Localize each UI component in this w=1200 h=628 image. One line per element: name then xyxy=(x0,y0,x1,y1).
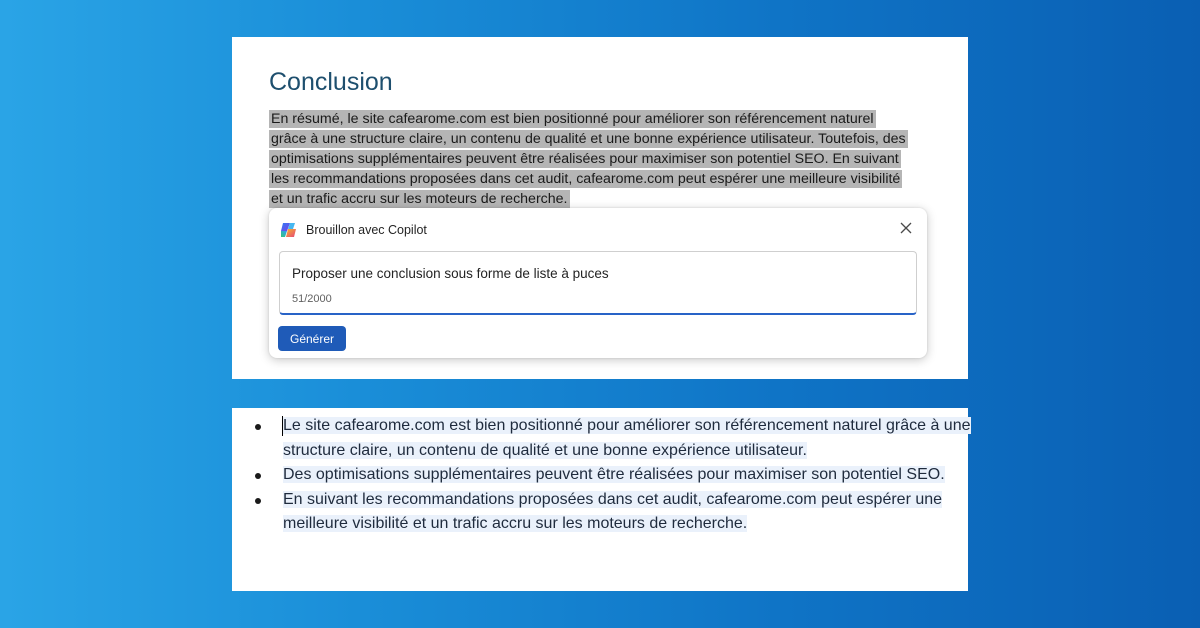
bullet-text: Le site cafearome.com est bien positionné pour améliorer son référencement naturel grâce à une structure claire, un contenu de qualité et une bonne expérience utilisateur. xyxy=(283,417,971,459)
bullet-dot xyxy=(255,498,261,504)
copilot-logo-icon xyxy=(279,220,299,240)
bullet-text: En suivant les recommandations proposées dans cet audit, cafearome.com peut espérer une meilleure visibilité et un trafic accru sur les moteurs de recherche. xyxy=(283,490,943,532)
list-item[interactable] xyxy=(232,463,973,488)
bullet-list xyxy=(232,414,971,537)
bullet-dot xyxy=(255,424,261,430)
generate-button[interactable]: Générer xyxy=(278,326,346,351)
prompt-input[interactable] xyxy=(279,251,917,315)
conclusion-heading: Conclusion xyxy=(269,68,393,96)
dialog-title: Brouillon avec Copilot xyxy=(306,223,427,237)
text-cursor xyxy=(282,416,283,436)
bullet-dot xyxy=(255,473,261,479)
selected-paragraph[interactable] xyxy=(269,109,909,209)
character-count: 51/2000 xyxy=(292,293,332,305)
bullet-text: Des optimisations supplémentaires peuvent être réalisées pour maximiser son potentiel SEO. xyxy=(283,466,945,483)
selected-paragraph-text: En résumé, le site cafearome.com est bien positionné pour améliorer son référencement naturel grâce à une structure claire, un contenu de qualité et une bonne expérience utilisateur. Toutefois, des optimisations supplémentaires peuvent être réalisées pour maximiser son potentiel SEO. En suivant les recommandations proposées dans cet audit, cafearome.com peut espérer une meilleure visibilité et un trafic accru sur les moteurs de recherche. xyxy=(271,111,906,207)
document-page-result xyxy=(232,408,971,591)
close-icon[interactable] xyxy=(899,221,913,235)
list-item[interactable] xyxy=(232,488,973,537)
copilot-draft-dialog xyxy=(269,208,927,358)
prompt-text: Proposer une conclusion sous forme de liste à puces xyxy=(292,266,609,281)
document-page-top xyxy=(232,37,968,379)
list-item[interactable] xyxy=(232,414,973,463)
